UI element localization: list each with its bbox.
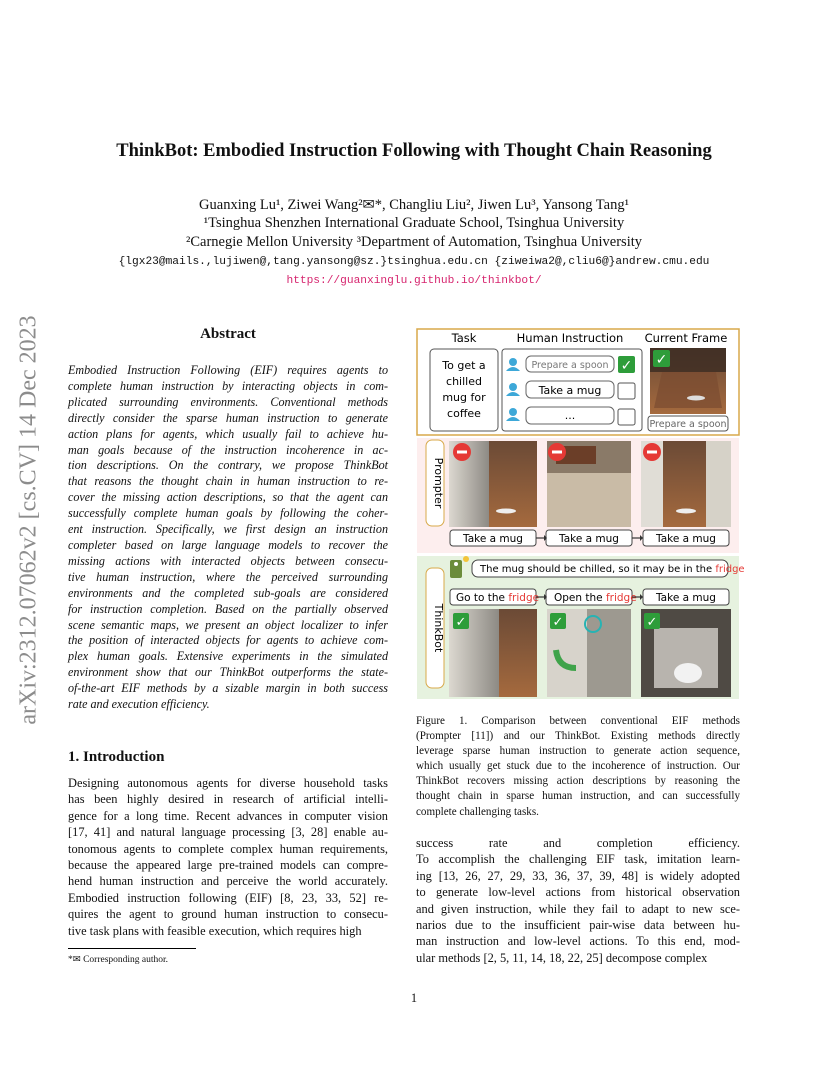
text-line: and given instruction, while they fail to adapt to new sce- bbox=[416, 901, 740, 916]
text-line: ent instruction. Specifically, we first design an instruction bbox=[68, 522, 388, 537]
task-line-3: mug for bbox=[442, 391, 486, 404]
abstract-body bbox=[68, 363, 388, 713]
check-icon: ✓ bbox=[646, 615, 658, 630]
text-line: plex human goals. Extensive experiments in the simulated bbox=[68, 649, 388, 664]
prompter-action-2: Take a mug bbox=[559, 533, 619, 545]
thinkbot-action-2: Open the fridge bbox=[554, 592, 637, 604]
check-icon: ✓ bbox=[455, 615, 467, 630]
text-line: hend human instruction and perceive the world accurately. bbox=[68, 874, 388, 889]
text-line: [17, 41] and natural language processing [3, 28] enable au- bbox=[68, 825, 388, 840]
text-line: plicated surrounding environments. Conventional methods bbox=[68, 394, 388, 409]
section-heading-introduction: 1. Introduction bbox=[68, 749, 165, 765]
text-line: thought chain in sparse human instruction, and can successfully bbox=[416, 790, 740, 803]
text-line: ing [13, 26, 27, 29, 33, 36, 37, 39, 48] is widely adopted bbox=[416, 868, 740, 883]
fig-header-frame: Current Frame bbox=[644, 331, 728, 345]
abstract-heading: Abstract bbox=[200, 326, 256, 342]
text-line: that reasons the thought chain in human instruction to re- bbox=[68, 474, 388, 489]
text-line: environments and the completed sub-goals are considered bbox=[68, 585, 388, 600]
text-line: action plans for agents, which usually fail to achieve hu- bbox=[68, 426, 388, 441]
text-line: scene semantic maps, we present an object localizer to infer bbox=[68, 617, 388, 632]
text-line: ThinkBot recovers missing action descriptions by reasoning the bbox=[416, 775, 740, 788]
arxiv-stamp-text: arXiv:2312.07062v2 [cs.CV] 14 Dec 2023 bbox=[15, 315, 42, 725]
text-line: environment show that our ThinkBot outperforms the state- bbox=[68, 665, 388, 680]
intro-paragraph bbox=[68, 775, 388, 939]
prompter-frames bbox=[449, 441, 731, 527]
instruction-1: Prepare a spoon bbox=[531, 360, 609, 371]
text-line: of-the-art EIF methods by a sizable margin in both success bbox=[68, 681, 388, 696]
text-line: tive human instruction, where the perceived surrounding bbox=[68, 569, 388, 584]
prompter-action-1: Take a mug bbox=[463, 533, 523, 545]
fig-header-instruction: Human Instruction bbox=[516, 331, 624, 345]
text-line: for instruction completion. Based on the partially observed bbox=[68, 601, 388, 616]
footnote: *✉ Corresponding author. bbox=[68, 955, 169, 965]
thinkbot-action-3: Take a mug bbox=[656, 592, 716, 604]
text-line: gence for a long time. Recent advances in computer vision bbox=[68, 808, 388, 823]
text-line: man goals because of the instruction incoherence in ac- bbox=[68, 442, 388, 457]
figure-1 bbox=[416, 328, 745, 700]
fig-header-task: Task bbox=[451, 331, 477, 345]
text-line: completer based on large language models to recover the bbox=[68, 537, 388, 552]
affiliation-2: ²Carnegie Mellon University ³Department of Automation, Tsinghua University bbox=[185, 234, 643, 250]
text-line: directly consider the sparse human instruction to generate bbox=[68, 410, 388, 425]
text-line: success rate and completion efficiency. bbox=[416, 836, 740, 850]
text-line: ular methods [2, 5, 11, 14, 18, 22, 25] decompose complex bbox=[416, 950, 708, 965]
text-line: To accomplish the challenging EIF task, imitation learn- bbox=[416, 852, 740, 867]
text-line: the position of interacted objects for agents to achieve com- bbox=[68, 633, 388, 648]
check-icon: ✓ bbox=[620, 358, 633, 374]
text-line: which usually get stuck due to the incoherence of instruction. Our bbox=[416, 760, 740, 773]
text-line: because the appeared large pre-trained models can compre- bbox=[68, 858, 388, 873]
text-line: (Prompter [11]) and our ThinkBot. Existing methods directly bbox=[416, 730, 740, 743]
frame-label: Prepare a spoon bbox=[649, 419, 727, 430]
text-line: rate and execution efficiency. bbox=[68, 697, 210, 712]
text-line: tion descriptions. On the contrary, we propose ThinkBot bbox=[68, 458, 388, 473]
text-line: quires the agent to ground human instruction to consecu- bbox=[68, 907, 388, 922]
text-line: to generate low-level actions from historical observation bbox=[416, 885, 740, 900]
prompter-label: Prompter bbox=[432, 457, 445, 509]
text-line: Figure 1. Comparison between conventional EIF methods bbox=[416, 715, 740, 727]
text-line: complete challenging tasks. bbox=[416, 805, 539, 818]
text-line: narios due to the insufficient pair-wise data between hu- bbox=[416, 918, 740, 933]
arxiv-stamp bbox=[9, 280, 49, 760]
checkbox-icon bbox=[618, 383, 635, 399]
thought-chain-text: The mug should be chilled, so it may be in the fridge bbox=[480, 564, 745, 575]
text-line: leverage sparse human instruction to generate action sequence, bbox=[416, 745, 740, 758]
check-icon: ✓ bbox=[552, 615, 564, 630]
figure-caption bbox=[416, 714, 740, 820]
author-list: Guanxing Lu¹, Ziwei Wang²✉*, Changliu Liu², Jiwen Lu³, Yansong Tang¹ bbox=[199, 197, 629, 213]
text-line: Designing autonomous agents for diverse household tasks bbox=[68, 776, 388, 790]
text-line: successfully complete human goals by following the coher- bbox=[68, 506, 388, 521]
text-line: man instruction and low-level actions. To this end, mod- bbox=[416, 934, 740, 949]
checkbox-icon bbox=[618, 409, 635, 425]
text-line: has been highly desired in research of artificial intelli- bbox=[68, 792, 388, 807]
task-line-2: chilled bbox=[446, 375, 482, 388]
check-icon: ✓ bbox=[655, 352, 668, 368]
text-line: cover the missing action descriptions, so that the agent can bbox=[68, 490, 388, 505]
text-line: Embodied instruction following (EIF) [8, 23, 33, 52] re- bbox=[68, 890, 388, 905]
author-emails: {lgx23@mails.,lujiwen@,tang.yansong@sz.}tsinghua.edu.cn {ziweiwa2@,cliu6@}andrew.cmu.edu bbox=[118, 256, 710, 268]
task-line-1: To get a bbox=[442, 359, 486, 372]
right-column-paragraph bbox=[416, 835, 740, 966]
thinkbot-label: ThinkBot bbox=[432, 603, 445, 653]
text-line: Embodied Instruction Following (EIF) requires agents to bbox=[68, 363, 388, 377]
project-url[interactable]: https://guanxinglu.github.io/thinkbot/ bbox=[286, 275, 542, 287]
paper-title: ThinkBot: Embodied Instruction Following with Thought Chain Reasoning bbox=[116, 141, 712, 161]
instruction-3: ... bbox=[564, 409, 576, 422]
thinkbot-frames bbox=[449, 609, 731, 697]
footnote-rule bbox=[68, 948, 196, 949]
text-line: complete human instruction by interacting objects in com- bbox=[68, 378, 388, 393]
instruction-2: Take a mug bbox=[538, 384, 602, 397]
text-line: tive task plans with feasible execution, which requires high bbox=[68, 923, 362, 938]
text-line: tonomous agents to complete complex human requirements, bbox=[68, 841, 388, 856]
page-number: 1 bbox=[410, 991, 418, 1005]
thinkbot-action-1: Go to the fridge bbox=[456, 592, 540, 604]
affiliation-1: ¹Tsinghua Shenzhen International Graduate School, Tsinghua University bbox=[203, 215, 625, 231]
prompter-action-3: Take a mug bbox=[656, 533, 716, 545]
text-line: missing actions with interacted objects between consecu- bbox=[68, 553, 388, 568]
task-line-4: coffee bbox=[447, 407, 481, 420]
